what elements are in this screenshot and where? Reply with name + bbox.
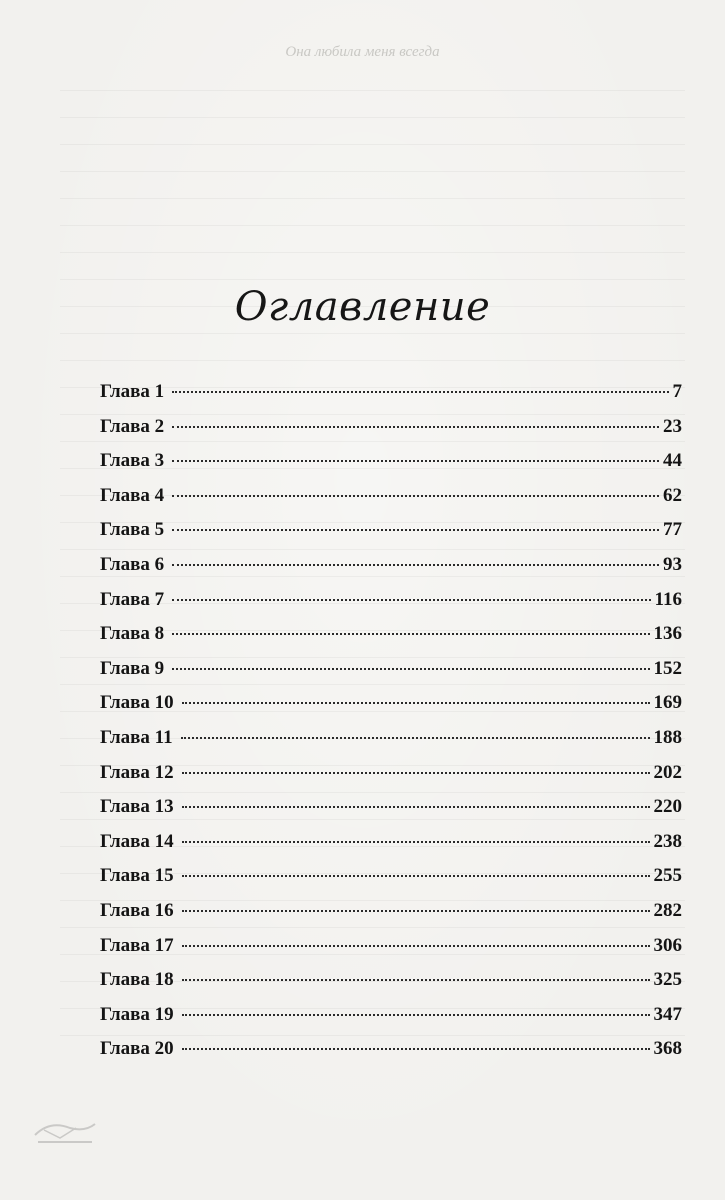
toc-page-number: 152 [653, 657, 682, 679]
toc-entry[interactable] [100, 865, 682, 900]
toc-leader-dots [182, 841, 650, 843]
toc-chapter-label: Глава 4 [100, 484, 165, 506]
toc-chapter-label: Глава 8 [100, 623, 165, 645]
toc-leader-dots [182, 979, 650, 981]
toc-entry[interactable] [100, 727, 682, 762]
toc-page-number: 7 [672, 381, 682, 402]
toc-entry[interactable] [100, 485, 682, 520]
toc-entry[interactable] [100, 554, 682, 589]
toc-leader-dots [182, 945, 650, 947]
toc-page-number: 220 [653, 796, 682, 818]
toc-entry[interactable] [100, 900, 682, 935]
toc-chapter-label: Глава 15 [100, 865, 174, 887]
toc-chapter-label: Глава 17 [100, 934, 174, 956]
toc-leader-dots [182, 910, 650, 912]
toc-entry[interactable] [100, 623, 682, 658]
toc-page-number: 188 [653, 726, 682, 748]
publisher-stamp-icon [30, 1110, 100, 1150]
toc-chapter-label: Глава 20 [100, 1038, 174, 1060]
toc-page-number: 136 [653, 623, 682, 645]
toc-leader-dots [172, 668, 649, 670]
toc-entry[interactable] [100, 1004, 682, 1039]
toc-page-number: 202 [653, 761, 682, 783]
toc-entry[interactable] [100, 796, 682, 831]
toc-leader-dots [172, 495, 659, 497]
toc-page-number: 306 [653, 934, 682, 956]
toc-chapter-label: Глава 11 [100, 726, 173, 748]
toc-chapter-label: Глава 18 [100, 969, 174, 991]
toc-entry[interactable] [100, 969, 682, 1004]
toc-leader-dots [182, 772, 650, 774]
toc-page-number: 62 [663, 484, 682, 506]
toc-leader-dots [182, 1048, 650, 1050]
toc-entry[interactable] [100, 692, 682, 727]
toc-leader-dots [182, 1014, 650, 1016]
toc-page-number: 169 [653, 692, 682, 714]
toc-leader-dots [182, 875, 650, 877]
toc-leader-dots [182, 806, 650, 808]
toc-entry[interactable] [100, 762, 682, 797]
toc-chapter-label: Глава 16 [100, 899, 174, 921]
toc-page-number: 347 [653, 1003, 682, 1025]
toc-chapter-label: Глава 9 [100, 657, 165, 679]
toc-chapter-label: Глава 10 [100, 692, 174, 714]
toc-leader-dots [182, 702, 650, 704]
toc-leader-dots [172, 391, 668, 393]
toc-page-number: 116 [654, 588, 682, 610]
toc-page-number: 282 [653, 899, 682, 921]
toc-entry[interactable] [100, 935, 682, 970]
toc-entry[interactable] [100, 381, 682, 416]
toc-entry[interactable] [100, 450, 682, 485]
toc-entry[interactable] [100, 519, 682, 554]
toc-page-number: 23 [663, 415, 682, 437]
toc-entry[interactable] [100, 831, 682, 866]
toc-page-number: 44 [663, 450, 682, 472]
page-title: Оглавление [234, 284, 491, 330]
toc-leader-dots [172, 460, 659, 462]
toc-page-number: 368 [653, 1038, 682, 1060]
toc-leader-dots [172, 633, 649, 635]
toc-page-number: 238 [653, 830, 682, 852]
toc-leader-dots [181, 737, 650, 739]
toc-chapter-label: Глава 1 [100, 381, 165, 402]
toc-chapter-label: Глава 13 [100, 796, 174, 818]
toc-page-number: 325 [653, 969, 682, 991]
toc-chapter-label: Глава 2 [100, 415, 165, 437]
toc-chapter-label: Глава 19 [100, 1003, 174, 1025]
toc-entry[interactable] [100, 589, 682, 624]
toc-chapter-label: Глава 3 [100, 450, 165, 472]
toc-leader-dots [172, 564, 659, 566]
toc-chapter-label: Глава 14 [100, 830, 174, 852]
toc-page-number: 77 [663, 519, 682, 541]
toc-leader-dots [172, 426, 659, 428]
toc-entry[interactable] [100, 416, 682, 451]
toc-chapter-label: Глава 7 [100, 588, 165, 610]
toc-page-number: 255 [653, 865, 682, 887]
table-of-contents [100, 381, 682, 1073]
toc-entry[interactable] [100, 1038, 682, 1073]
toc-chapter-label: Глава 12 [100, 761, 174, 783]
toc-page-number: 93 [663, 553, 682, 575]
toc-chapter-label: Глава 6 [100, 553, 165, 575]
toc-leader-dots [172, 529, 659, 531]
toc-entry[interactable] [100, 658, 682, 693]
toc-leader-dots [172, 599, 650, 601]
running-head: Она любила меня всегда [285, 44, 440, 60]
toc-chapter-label: Глава 5 [100, 519, 165, 541]
